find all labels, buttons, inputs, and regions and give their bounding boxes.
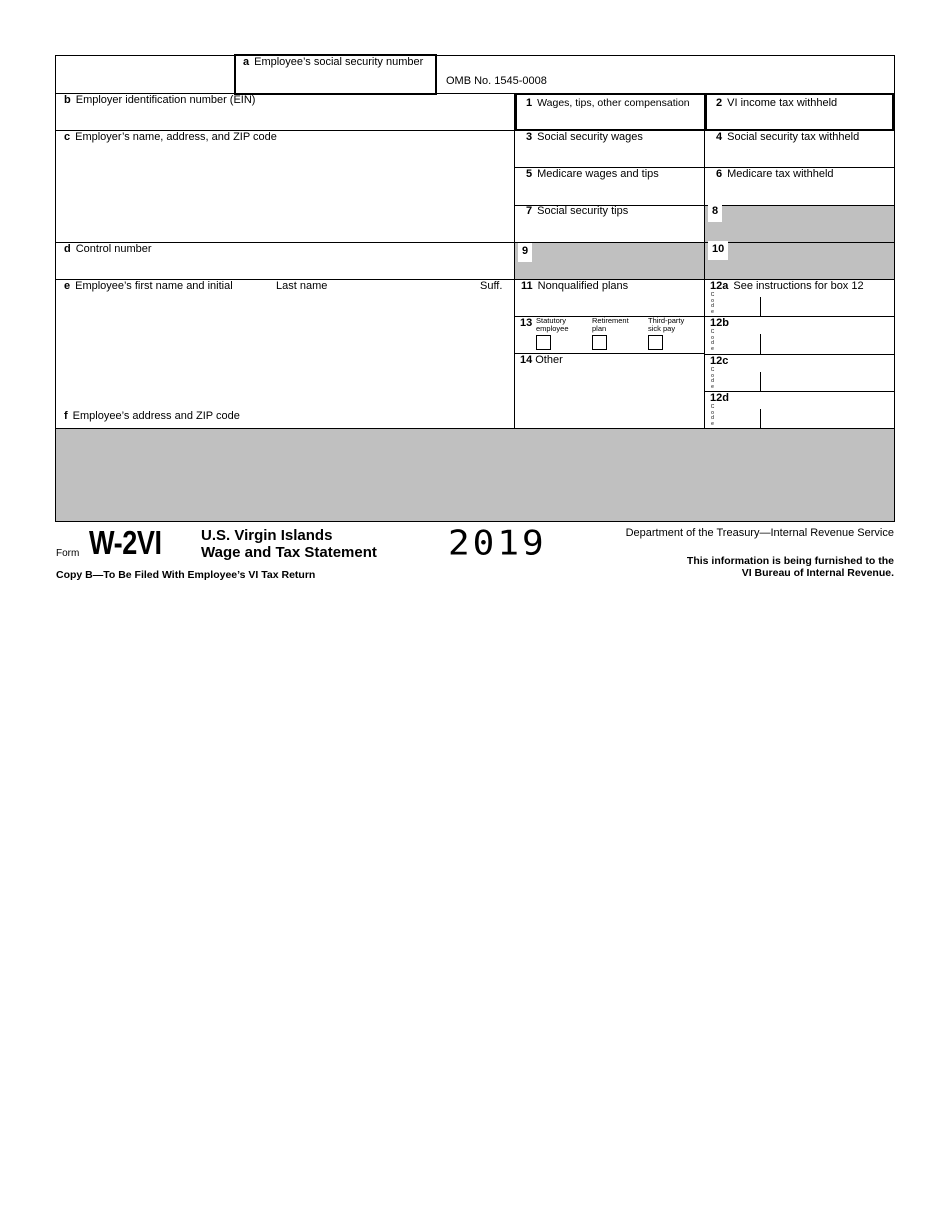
box14-text: Other (535, 354, 563, 366)
employee-name-field[interactable] (56, 296, 514, 408)
ein-text: Employer identification number (EIN) (75, 94, 256, 106)
control-letter: d (64, 243, 71, 255)
omb-number: OMB No. 1545-0008 (446, 75, 547, 87)
retirement-plan-label: Retirement plan (592, 316, 629, 333)
box2-label (716, 97, 837, 110)
box14-number: 14 (520, 354, 533, 366)
ssn-text: Employee’s social security number (254, 56, 424, 68)
box12d-code-field[interactable] (716, 409, 760, 428)
tax-year: 2019 (448, 524, 547, 563)
box5-field[interactable] (515, 168, 704, 205)
notice-line2: VI Bureau of Internal Revenue. (741, 567, 894, 579)
box14-field[interactable] (515, 368, 704, 428)
rule (56, 242, 894, 243)
box4-number: 4 (716, 131, 723, 143)
box12b-code-field[interactable] (716, 334, 760, 354)
employee-text: Employee’s first name and initial (75, 280, 233, 292)
retirement-plan-checkbox[interactable] (592, 335, 607, 350)
code-label-12d: C o d e (710, 404, 715, 427)
bottom-shaded-area (56, 429, 894, 521)
box7-field[interactable] (515, 206, 704, 242)
box11-number: 11 (521, 280, 533, 292)
employer-text: Employer’s name, address, and ZIP code (75, 131, 277, 143)
employer-field[interactable] (56, 146, 514, 242)
form-title-line1: U.S. Virgin Islands (201, 527, 333, 544)
third-party-sick-pay-label: Third-party sick pay (648, 316, 685, 333)
control-text: Control number (75, 243, 152, 255)
box13-number: 13 (520, 317, 533, 329)
box12a-text: See instructions for box 12 (733, 280, 864, 292)
ein-letter: b (64, 94, 71, 106)
box5-number: 5 (526, 168, 533, 180)
box12d-amount-field[interactable] (761, 409, 894, 428)
box12b-number: 12b (710, 317, 729, 329)
code-label-12b: C o d e (710, 329, 715, 352)
box12a-amount-field[interactable] (761, 297, 894, 316)
box2-text: VI income tax withheld (727, 97, 838, 109)
address-text: Employee’s address and ZIP code (72, 410, 240, 422)
ein-field[interactable] (56, 94, 514, 130)
box1-number: 1 (526, 97, 533, 109)
control-label (64, 243, 152, 256)
box11-label (521, 280, 628, 293)
department-line: Department of the Treasury—Internal Revenue Service (625, 527, 894, 539)
employer-letter: c (64, 131, 71, 143)
ssn-letter: a (243, 56, 250, 68)
box14-label (520, 354, 563, 367)
employee-name-label (64, 280, 233, 293)
box4-text: Social security tax withheld (727, 131, 860, 143)
statutory-employee-label: Statutory employee (536, 316, 569, 333)
box4-field[interactable] (705, 131, 894, 167)
box10-number: 10 (708, 241, 728, 260)
box11-field[interactable] (515, 294, 704, 316)
box1-text: Wages, tips, other compensation (537, 97, 690, 109)
ssn-label (243, 56, 423, 69)
box3-field[interactable] (515, 131, 704, 167)
address-label (64, 410, 240, 423)
box12a-label (710, 280, 864, 293)
form-name: W-2VI (89, 524, 162, 561)
box6-text: Medicare tax withheld (727, 168, 834, 180)
box8-shaded (705, 205, 894, 242)
copy-b-line: Copy B—To Be Filed With Employee’s VI Tax Return (56, 569, 316, 581)
employee-letter: e (64, 280, 71, 292)
box1-label (526, 97, 690, 110)
box12c-amount-field[interactable] (761, 372, 894, 391)
box3-number: 3 (526, 131, 533, 143)
box6-field[interactable] (705, 168, 894, 205)
box10-shaded (705, 242, 894, 279)
control-number-field[interactable] (56, 257, 514, 279)
statutory-employee-checkbox[interactable] (536, 335, 551, 350)
box12a-number: 12a (710, 280, 729, 292)
code-label-12a: C o d e (710, 292, 715, 315)
box11-text: Nonqualified plans (537, 280, 629, 292)
form-word: Form (56, 548, 80, 559)
address-letter: f (64, 410, 68, 422)
box5-text: Medicare wages and tips (537, 168, 659, 180)
box12a-code-field[interactable] (716, 297, 760, 316)
box9-number: 9 (518, 243, 532, 262)
box6-number: 6 (716, 168, 723, 180)
box3-text: Social security wages (537, 131, 643, 143)
box12c-code-field[interactable] (716, 372, 760, 391)
rule (56, 428, 894, 429)
notice-line1: This information is being furnished to the (686, 555, 894, 567)
box12b-amount-field[interactable] (761, 334, 894, 354)
employer-label (64, 131, 277, 144)
box7-text: Social security tips (537, 205, 629, 217)
form-title-line2: Wage and Tax Statement (201, 544, 377, 561)
box9-shaded (515, 242, 705, 279)
box12c-number: 12c (710, 355, 729, 367)
box7-number: 7 (526, 205, 533, 217)
box2-number: 2 (716, 97, 723, 109)
third-party-sick-pay-checkbox[interactable] (648, 335, 663, 350)
last-name-label: Last name (276, 280, 328, 292)
box8-number: 8 (708, 203, 722, 222)
code-label-12c: C o d e (710, 367, 715, 390)
box12d-number: 12d (710, 392, 729, 404)
suffix-label: Suff. (480, 280, 503, 292)
